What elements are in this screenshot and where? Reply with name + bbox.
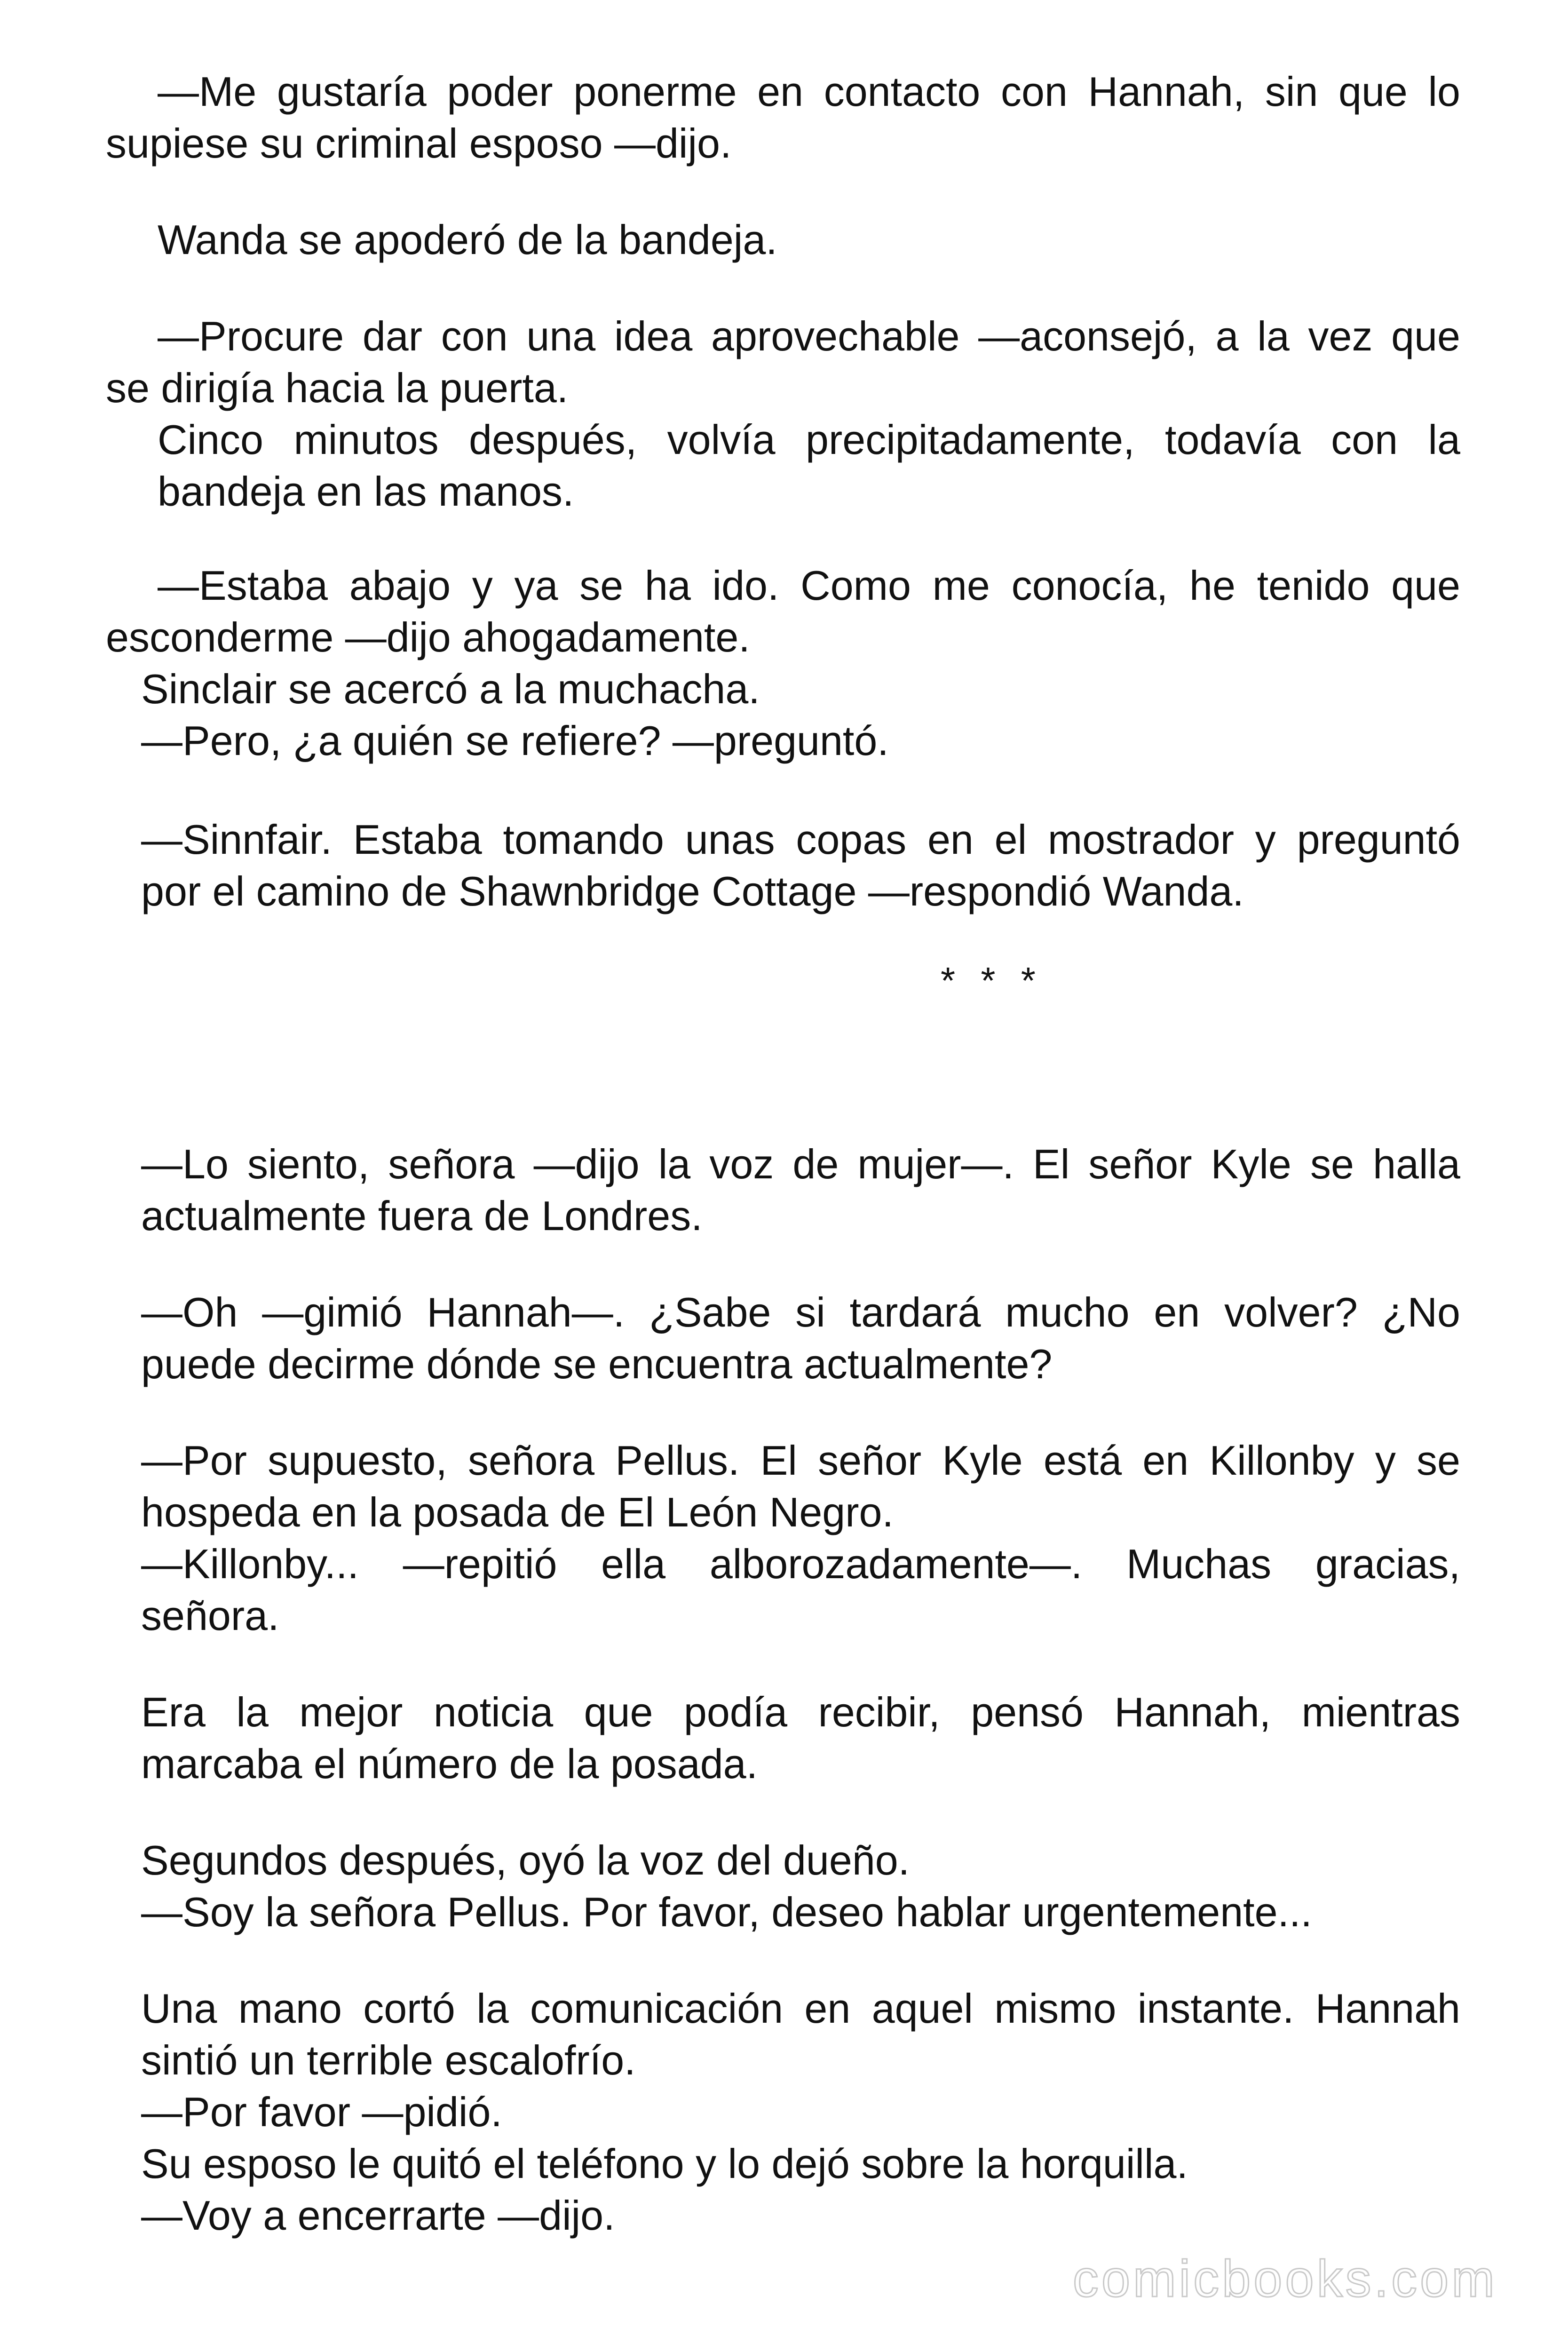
text-line: bandeja en las manos. [158,468,574,515]
text-line: —Por favor —pidió. [141,2089,502,2135]
text-line: esconderme —dijo ahogadamente. [106,614,750,660]
text-line: se dirigía hacia la puerta. [106,365,569,411]
text-line: —Procure dar con una idea aprovechable —aconsejó, a la vez que [158,313,1460,359]
text-line: —Lo siento, señora —dijo la voz de mujer—. El señor Kyle se halla [141,1141,1460,1187]
text-line: por el camino de Shawnbridge Cottage —respondió Wanda. [141,868,1244,914]
text-line: —Soy la señora Pellus. Por favor, deseo hablar urgentemente... [141,1889,1312,1935]
text-line: puede decirme dónde se encuentra actualmente? [141,1341,1053,1387]
text-line: Su esposo le quitó el teléfono y lo dejó sobre la horquilla. [141,2140,1188,2187]
text-line: —Estaba abajo y ya se ha ido. Como me conocía, he tenido que [158,562,1460,609]
text-line: señora. [141,1592,279,1639]
text-line: —Voy a encerrarte —dijo. [141,2192,615,2239]
text-line: supiese su criminal esposo —dijo. [106,120,732,167]
text-line: Cinco minutos después, volvía precipitadamente, todavía con la [158,416,1460,463]
site-watermark: comicbooks.com [1072,2250,1497,2308]
text-line: sintió un terrible escalofrío. [141,2037,636,2083]
scene-separator: * * * [941,960,1043,1001]
text-line: —Sinnfair. Estaba tomando unas copas en el mostrador y preguntó [141,816,1460,863]
text-line: actualmente fuera de Londres. [141,1192,703,1239]
text-line: —Pero, ¿a quién se refiere? —preguntó. [141,717,889,764]
text-line: —Por supuesto, señora Pellus. El señor Kyle está en Killonby y se [141,1437,1460,1484]
text-line: —Oh —gimió Hannah—. ¿Sabe si tardará mucho en volver? ¿No [141,1289,1460,1335]
text-line: Una mano cortó la comunicación en aquel mismo instante. Hannah [141,1985,1460,2032]
text-line: Era la mejor noticia que podía recibir, pensó Hannah, mientras [141,1689,1460,1735]
text-line: —Me gustaría poder ponerme en contacto con Hannah, sin que lo [158,68,1460,115]
text-line: hospeda en la posada de El León Negro. [141,1489,894,1535]
text-line: Sinclair se acercó a la muchacha. [141,666,760,712]
text-line: Segundos después, oyó la voz del dueño. [141,1837,910,1883]
text-line: —Killonby... —repitió ella alborozadamente—. Muchas gracias, [141,1541,1460,1587]
text-line: marcaba el número de la posada. [141,1740,758,1787]
text-line: Wanda se apoderó de la bandeja. [158,216,777,263]
